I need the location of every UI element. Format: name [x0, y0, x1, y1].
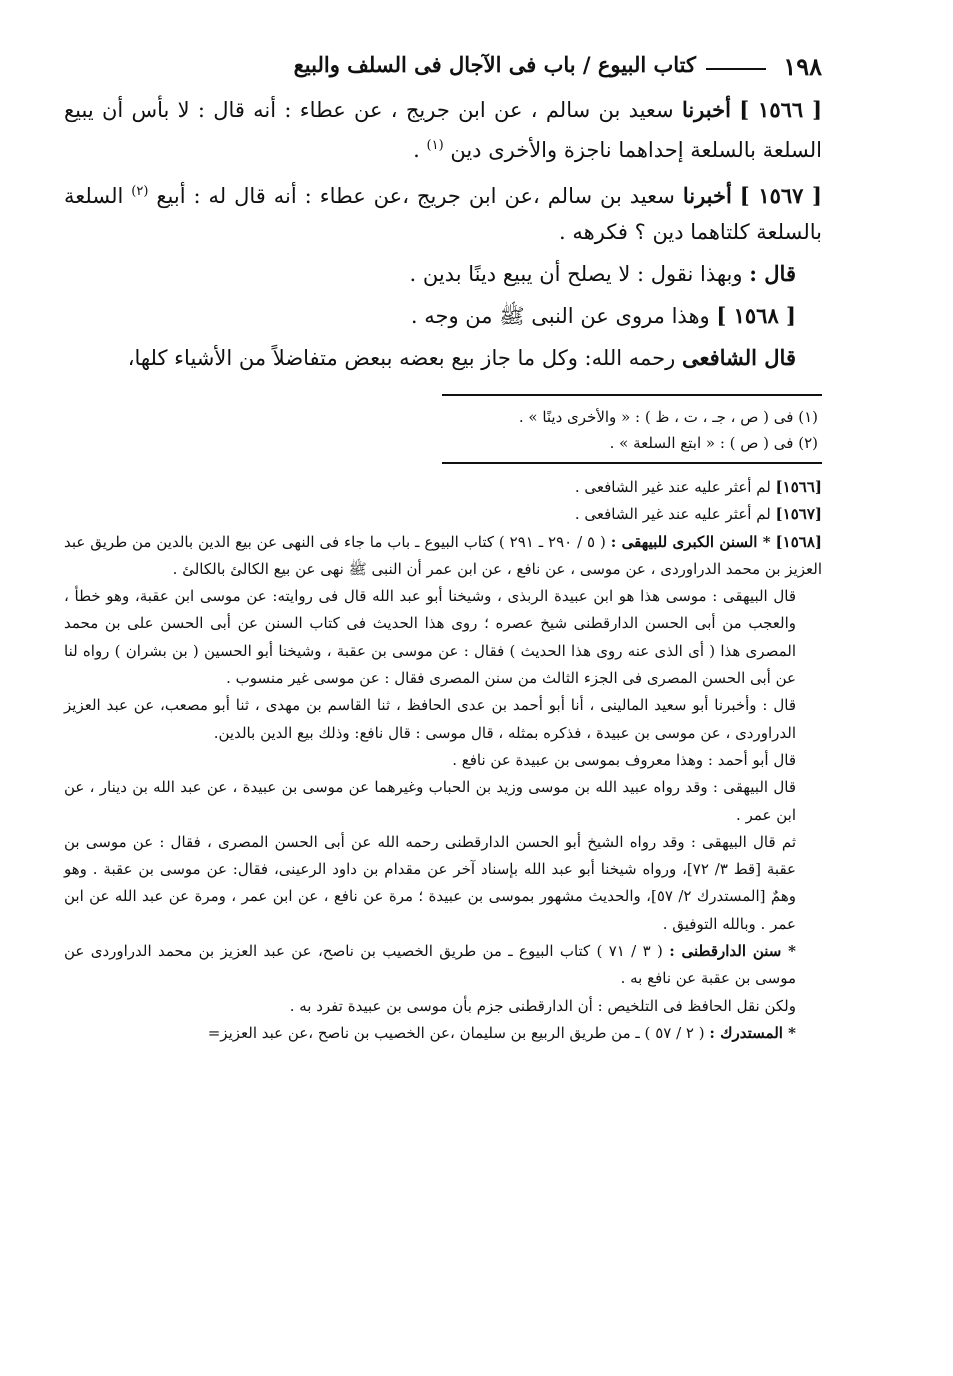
takhrij-rule	[442, 462, 822, 464]
hadith-text: سعيد بن سالم ،عن ابن جريج ،عن عطاء : أنه قال له : أبيع	[156, 184, 675, 208]
footnote-rule	[442, 394, 822, 396]
hadith-number: [ ١٥٦٨ ]	[716, 303, 796, 328]
hadith-end: .	[413, 138, 420, 162]
shafii-lead: قال الشافعى	[681, 345, 796, 370]
takhrij-text: ( ٢ / ٥٧ ) ـ من طريق الربيع بن سليمان ،عن الخصيب بن ناصح ،عن عبد العزيز=	[207, 1023, 705, 1042]
takhrij-text: لم أعثر عليه عند غير الشافعى .	[574, 505, 771, 524]
takhrij-hafiz: ولكن نقل الحافظ فى التلخيص : أن الدارقطنى جزم بأن موسى بن عبيدة تفرد به .	[289, 996, 796, 1015]
main-text	[64, 92, 822, 376]
takhrij-text: ( ٥ / ٢٩٠ ـ ٢٩١ ) كتاب البيوع ـ باب ما جاء فى النهى عن بيع الدين بالدين من طريق عبد العزيز بن محمد الدراوردى ، عن موسى ، عن نافع ، عن ابن عمر أن النبى ﷺ نهى عن بيع الكالئ بالكالئ .	[64, 532, 822, 578]
page-header	[64, 52, 822, 92]
hadith-text-rest: السلعة بالسلعة كلتاهما دين ؟ فكرهه .	[64, 184, 822, 244]
takhrij-paragraph: قال البيهقى : موسى هذا هو ابن عبيدة الربذى ، وشيخنا أبو عبد الله قال فى روايته: عن موسى ابن عقبة، وهو خطأ ، والعجب من أبى الحسن الدارقطنى شيخ عصره ؛ روى هذا الحديث فى كتاب السنن عن أبى الحسن على بن محمد المصرى هذا ( أى الذى عنه روى هذا الحديث ) فقال : عن موسى بن عقبة ، وشيخنا أبو الحسين ( بن بشران ) رواه لنا عن أبى الحسن المصرى فى الجزء الثالث من سنن المصرى فقال : عن موسى غير منسوب .	[64, 587, 796, 688]
running-title: كتاب البيوع / باب فى الآجال فى السلف والبيع	[293, 52, 696, 77]
takhrij-daraqutni	[64, 938, 822, 993]
takhrij-number: [١٥٦٨]	[775, 532, 822, 551]
takhrij-1568	[64, 529, 822, 584]
takhrij-paragraph: قال البيهقى : وقد رواه عبيد الله بن موسى وزيد بن الحباب وغيرهما عن موسى بن عبيدة ، عن عبد الله بن دينار ، عن ابن عمر .	[64, 778, 796, 824]
paragraph-1568	[64, 298, 822, 334]
paragraph-shafii	[64, 340, 822, 376]
footnote-ref: (١)	[426, 138, 444, 153]
qala-lead: قال :	[749, 261, 796, 286]
takhrij-mustadrak	[64, 1020, 822, 1047]
hadith-text: سعيد بن سالم ، عن ابن جريج ، عن عطاء : أنه قال : لا بأس أن يبيع السلعة بالسلعة إحداهما ناجزة والأخرى دين	[64, 98, 822, 162]
hadith-number: [ ١٥٦٧ ]	[739, 183, 822, 208]
footnotes	[64, 404, 822, 456]
hadith-text: وهذا مروى عن النبى ﷺ من وجه .	[410, 304, 710, 328]
hadith-number: [ ١٥٦٦ ]	[739, 97, 823, 122]
page-number: ١٩٨	[783, 52, 822, 81]
page	[64, 52, 822, 1047]
takhrij-source: * سنن الدارقطنى :	[669, 942, 796, 961]
header-rule	[706, 68, 766, 70]
takhrij-number: [١٥٦٧]	[775, 505, 822, 524]
takhrij-text: لم أعثر عليه عند غير الشافعى .	[574, 478, 771, 496]
shafii-text: رحمه الله: وكل ما جاز بيع بعضه ببعض متفاضلاً من الأشياء كلها،	[127, 346, 676, 370]
footnote-1: (١) فى ( ص ، جـ ، ت ، ظ ) : « والأخرى دينًا » .	[518, 408, 818, 426]
takhrij-section	[64, 474, 822, 1047]
takhrij-paragraph: قال أبو أحمد : وهذا معروف بموسى بن عبيدة عن نافع .	[452, 750, 796, 769]
takhrij-1566	[64, 474, 822, 501]
hadith-lead: أخبرنا	[681, 97, 731, 122]
hadith-lead: أخبرنا	[682, 183, 732, 208]
footnote-2: (٢) فى ( ص ) : « ابتع السلعة » .	[609, 434, 818, 452]
paragraph-qala	[64, 256, 822, 292]
footnote-ref: (٢)	[131, 184, 149, 199]
takhrij-number: [١٥٦٦]	[775, 478, 822, 496]
takhrij-source: * المستدرك :	[709, 1023, 796, 1042]
takhrij-paragraph: قال : وأخبرنا أبو سعيد المالينى ، أنا أبو أحمد بن عدى الحافظ ، ثنا القاسم بن مهدى ، ثنا أبو مصعب، عن عبد العزيز الدراوردى ، عن موسى بن عبيدة ، فذكره بمثله ، قال موسى : قال نافع: وذلك بيع الدين بالدين.	[64, 696, 796, 742]
takhrij-source: * السنن الكبرى للبيهقى :	[610, 532, 771, 551]
takhrij-1567	[64, 501, 822, 528]
takhrij-text: ( ٣ / ٧١ ) كتاب البيوع ـ من طريق الخصيب بن ناصح، عن عبد العزيز بن محمد الدراوردى عن موسى بن عقبة عن نافع به .	[64, 942, 796, 988]
takhrij-paragraph: ثم قال البيهقى : وقد رواه الشيخ أبو الحسن الدارقطنى رحمه الله عن أبى الحسن المصرى ، فقال : عن موسى بن عقبة [قط ٣/ ٧٢]، ورواه شيخنا أبو عبد الله بإسناد آخر عن مقدام بن داود الرعينى، فقال: عن موسى بن عقبة . وهو وهمٌ [المستدرك ٢/ ٥٧]، والحديث مشهور بموسى بن عبيدة ؛ مرة عن نافع ، عن ابن عمر ، ومرة عن عبد الله عن ابن عمر . وبالله التوفيق .	[64, 832, 797, 933]
paragraph-1567	[64, 174, 822, 250]
paragraph-1566	[64, 92, 822, 168]
qala-text: وبهذا نقول : لا يصلح أن يبيع دينًا بدين .	[409, 262, 743, 286]
